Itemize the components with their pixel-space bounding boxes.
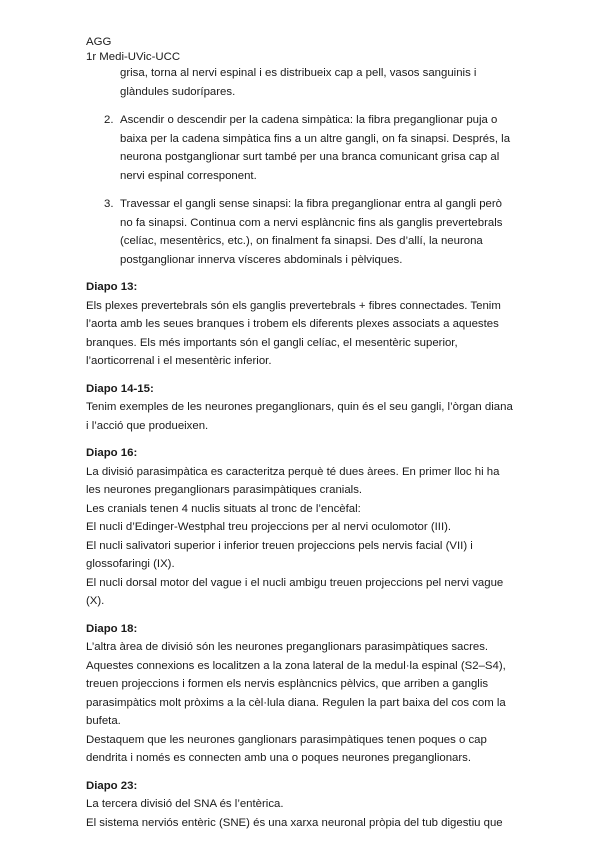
list-item — [86, 195, 516, 269]
course-label: 1r Medi-UVic-UCC — [86, 50, 181, 63]
paragraph: La divisió parasimpàtica es caracteritza perquè té dues àrees. En primer lloc hi ha les neurones preganglionars parasimpàtiques cranials. — [86, 465, 500, 496]
paragraph: El nucli d’Edinger-Westphal treu projeccions per al nervi oculomotor (III). — [86, 521, 452, 533]
list-item-text: Travessar el gangli sense sinapsi: la fibra preganglionar entra al gangli però no fa sinapsi. Continua com a nervi esplàncnic fins als ganglis prevertebrals (celíac, mesentèrics, etc.), on finalment fa sinapsi. Des d’allí, la neurona postganglionar innerva vísceres abdominals i pèlviques. — [120, 198, 503, 266]
paragraph: L’altra àrea de divisió són les neurones preganglionars parasimpàtiques sacres. Aquestes connexions es localitzen a la zona lateral de la medul·la espinal (S2–S4), treuen projeccions i formen els nervis esplàncnics pèlvics, que arriben a ganglis parasimpàtics molt pròxims a la cèl·lula diana. Regulen la part baixa del cos com la bufeta. — [86, 641, 506, 727]
paragraph: Les cranials tenen 4 nuclis situats al tronc de l’encèfal: — [86, 502, 361, 515]
paragraph: El nucli dorsal motor del vague i el nucli ambigu treuen projeccions pel nervi vague (X). — [86, 576, 504, 607]
paragraph: El nucli salivatori superior i inferior treuen projeccions pels nervis facial (VII) i glossofaringi (IX). — [86, 539, 473, 570]
section-heading: Diapo 23: — [86, 779, 138, 792]
numbered-list — [86, 64, 516, 269]
list-item-continuation: grisa, torna al nervi espinal i es distribueix cap a pell, vasos sanguinis i glàndules sudorípares. — [120, 67, 477, 98]
section-diapo-16 — [86, 444, 516, 611]
section-diapo-14-15 — [86, 380, 516, 436]
list-item-number: 2. — [104, 114, 114, 126]
list-item — [86, 111, 516, 185]
document-page — [86, 35, 516, 832]
author-initials: AGG — [86, 36, 112, 48]
paragraph: La tercera divisió del SNA és l’entèrica. — [86, 798, 284, 810]
section-heading: Diapo 16: — [86, 447, 138, 459]
section-diapo-23 — [86, 777, 516, 833]
paragraph: El sistema nerviós entèric (SNE) és una xarxa neuronal pròpia del tub digestiu que — [86, 816, 503, 829]
paragraph: Els plexes prevertebrals són els ganglis prevertebrals + fibres connectades. Tenim l’aorta amb les seues branques i trobem els diferents plexes associats a aquestes branques. Els més importants són el gangli celíac, el mesentèric superior, l’aorticorrenal i el mesentèric inferior. — [86, 299, 501, 367]
section-heading: Diapo 13: — [86, 281, 138, 293]
section-heading: Diapo 18: — [86, 622, 138, 635]
paragraph: Tenim exemples de les neurones preganglionars, quin és el seu gangli, l’òrgan diana i l’acció que produeixen. — [86, 401, 513, 432]
list-item-number: 3. — [104, 198, 114, 210]
paragraph: Destaquem que les neurones ganglionars parasimpàtiques tenen poques o cap dendrita i només es connecten amb una o poques neurones preganglionars. — [86, 733, 487, 764]
section-diapo-13 — [86, 278, 516, 371]
section-diapo-18 — [86, 620, 516, 768]
list-item-text: Ascendir o descendir per la cadena simpàtica: la fibra preganglionar puja o baixa per la cadena simpàtica fins a un altre gangli, on fa sinapsi. Després, la neurona postganglionar surt també per una branca comunicant grisa cap al nervi espinal corresponent. — [120, 114, 511, 182]
section-heading: Diapo 14-15: — [86, 382, 154, 395]
